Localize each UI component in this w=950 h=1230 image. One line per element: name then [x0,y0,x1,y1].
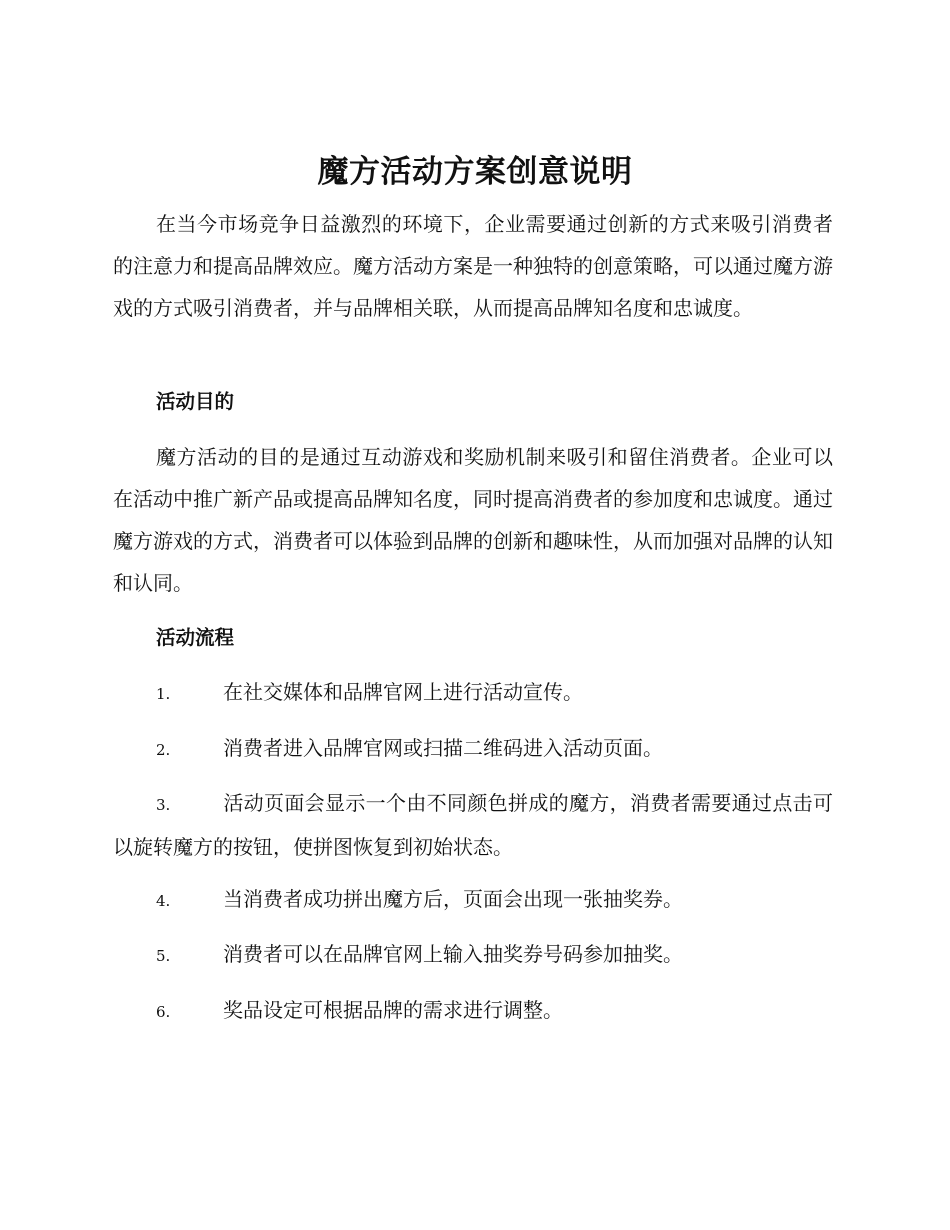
list-item-number: 6. [156,1003,171,1021]
list-item [113,989,833,1033]
list-item-number: 2. [156,741,171,759]
list-item-text: 消费者可以在品牌官网上输入抽奖券号码参加抽奖。 [223,942,683,966]
list-item-text: 当消费者成功拼出魔方后，页面会出现一张抽奖券。 [223,887,683,911]
list-item [113,671,833,715]
list-item-number: 1. [156,685,171,703]
section-heading-purpose: 活动目的 [156,390,235,413]
list-item-number: 4. [156,892,171,910]
section-heading-process: 活动流程 [156,626,235,649]
list-item-number: 3. [156,796,171,814]
list-item-text: 消费者进入品牌官网或扫描二维码进入活动页面。 [223,736,663,760]
list-item [113,727,833,771]
list-item-text: 在社交媒体和品牌官网上进行活动宣传。 [223,680,583,704]
list-item-text: 奖品设定可根据品牌的需求进行调整。 [223,998,563,1022]
intro-paragraph: 在当今市场竞争日益激烈的环境下，企业需要通过创新的方式来吸引消费者的注意力和提高品牌效应。魔方活动方案是一种独特的创意策略，可以通过魔方游戏的方式吸引消费者，并与品牌相关联，从而提高品牌知名度和忠诚度。 [113,212,833,320]
list-item-text: 活动页面会显示一个由不同颜色拼成的魔方，消费者需要通过点击可以旋转魔方的按钮，使拼图恢复到初始状态。 [113,791,833,859]
list-item [113,782,833,868]
list-item [113,878,833,922]
document-title: 魔方活动方案创意说明 [317,154,633,190]
list-item-number: 5. [156,947,171,965]
purpose-paragraph: 魔方活动的目的是通过互动游戏和奖励机制来吸引和留住消费者。企业可以在活动中推广新产品或提高品牌知名度，同时提高消费者的参加度和忠诚度。通过魔方游戏的方式，消费者可以体验到品牌的创新和趣味性，从而加强对品牌的认知和认同。 [113,445,833,595]
list-item [113,933,833,977]
